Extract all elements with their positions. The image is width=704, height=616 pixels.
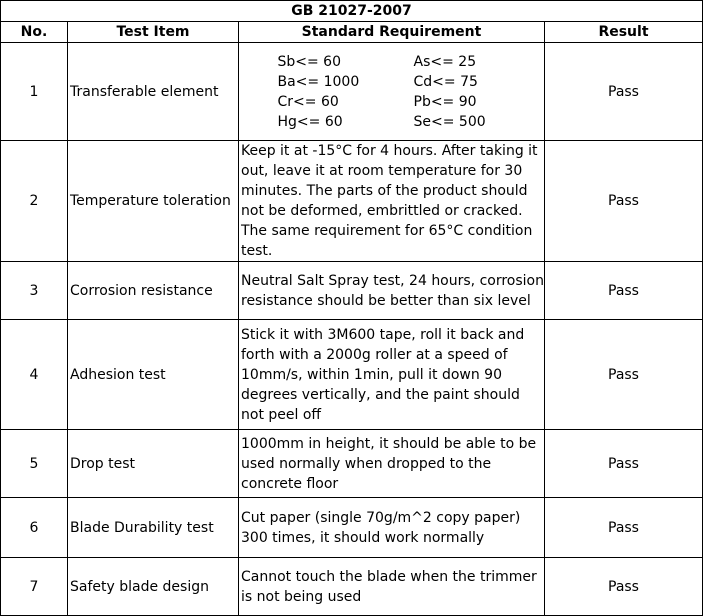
row-number: 3 [1,262,68,320]
row-number: 5 [1,430,68,498]
requirement-text: Cut paper (single 70g/m^2 copy paper) 300 times, it should work normally [239,498,545,558]
requirement-text: Neutral Salt Spray test, 24 hours, corrosion resistance should be better than six level [239,262,545,320]
table-row [1,430,703,498]
test-item: Transferable element [68,43,239,141]
table-row [1,141,703,262]
row-number: 4 [1,320,68,430]
table-title: GB 21027-2007 [1,1,703,22]
result-cell: Pass [545,43,703,141]
test-item: Adhesion test [68,320,239,430]
limit-value: Cd<= 75 [413,73,478,90]
limit-value: Sb<= 60 [277,53,341,70]
requirement-text: 1000mm in height, it should be able to be used normally when dropped to the concrete floor [239,430,545,498]
limit-value: Ba<= 1000 [277,73,360,90]
row-number: 7 [1,558,68,616]
limit-value: Pb<= 90 [413,93,477,110]
test-item: Safety blade design [68,558,239,616]
test-item: Drop test [68,430,239,498]
limit-value: Se<= 500 [413,113,486,130]
header-no: No. [1,22,68,43]
result-cell: Pass [545,320,703,430]
test-item: Corrosion resistance [68,262,239,320]
header-test-item: Test Item [68,22,239,43]
limits-cell [239,43,545,141]
row-number: 6 [1,498,68,558]
result-cell: Pass [545,141,703,262]
limit-value: As<= 25 [413,53,477,70]
row-number: 1 [1,43,68,141]
requirement-text: Cannot touch the blade when the trimmer is not being used [239,558,545,616]
header-standard-requirement: Standard Requirement [239,22,545,43]
limits-grid [239,52,544,132]
table-row [1,498,703,558]
table-row [1,558,703,616]
result-cell: Pass [545,262,703,320]
result-cell: Pass [545,430,703,498]
table-row [1,262,703,320]
table-row [1,43,703,141]
row-number: 2 [1,141,68,262]
test-item: Temperature toleration [68,141,239,262]
table-row [1,320,703,430]
limit-value: Cr<= 60 [277,93,339,110]
limit-value: Hg<= 60 [277,113,343,130]
test-item: Blade Durability test [68,498,239,558]
header-row [1,22,703,43]
requirement-text: Stick it with 3M600 tape, roll it back and forth with a 2000g roller at a speed of 10mm/s, within 1min, pull it down 90 degrees vertically, and the paint should not peel off [239,320,545,430]
requirement-text: Keep it at -15°C for 4 hours. After taking it out, leave it at room temperature for 30 minutes. The parts of the product should not be deformed, embrittled or cracked. The same requirement for 65°C condition test. [239,141,545,262]
header-result: Result [545,22,703,43]
result-cell: Pass [545,558,703,616]
title-row [1,1,703,22]
result-cell: Pass [545,498,703,558]
